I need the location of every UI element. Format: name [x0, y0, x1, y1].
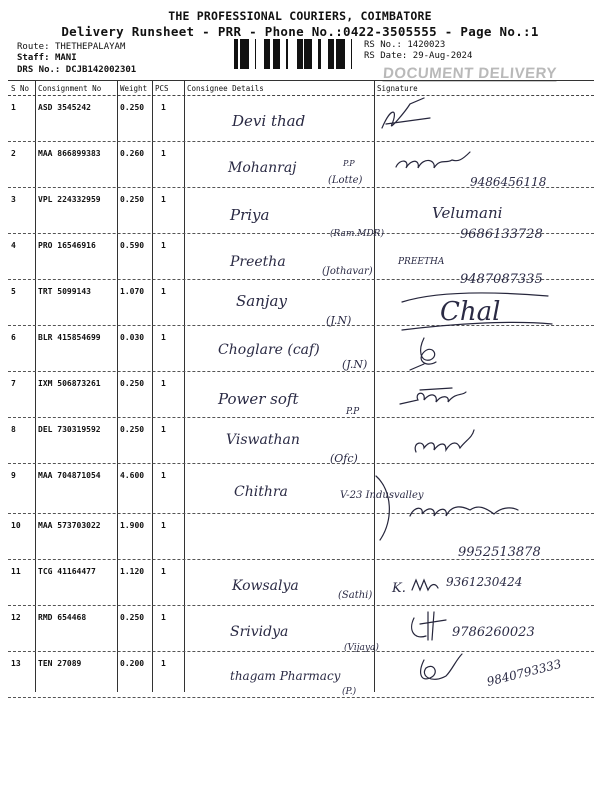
table-row: [8, 234, 594, 280]
rs-date-label: RS Date:: [364, 51, 408, 61]
barcode-bar: [279, 39, 280, 69]
cell-weight: 0.250: [120, 379, 145, 388]
cell-sno: 9: [11, 471, 16, 480]
phone-handwriting: 9952513878: [458, 545, 541, 560]
cell-weight: 0.250: [120, 103, 145, 112]
signature-handwriting: PREETHA: [398, 257, 445, 267]
phone-handwriting: 9486456118: [470, 175, 547, 189]
table-row: [8, 514, 594, 560]
table-row: [8, 652, 594, 698]
cell-sno: 8: [11, 425, 16, 434]
cell-pcs: 1: [161, 103, 166, 112]
barcode-bar: [267, 39, 268, 69]
barcode-bar: [309, 39, 310, 69]
cell-consignment-no: TRT 5099143: [38, 287, 91, 296]
route-line: [17, 42, 125, 52]
cell-pcs: 1: [161, 241, 166, 250]
rs-date-line: [364, 51, 472, 61]
barcode-bar: [273, 39, 274, 69]
col-header-consignee: Consignee Details: [187, 84, 264, 93]
consignee-note: (Lotte): [328, 175, 363, 186]
col-header-signature: Signature: [377, 84, 418, 93]
barcode-bar: [264, 39, 267, 69]
table-row: [8, 372, 594, 418]
cell-weight: 1.120: [120, 567, 145, 576]
consignee-note: (Jothavar): [322, 266, 373, 277]
barcode-bar: [298, 39, 300, 69]
cell-consignment-no: MAA 573703022: [38, 521, 101, 530]
consignee-note: P.P: [346, 407, 360, 417]
signature-handwriting: Chal: [440, 297, 501, 327]
consignee-note: (J.N): [342, 358, 368, 371]
cell-pcs: 1: [161, 379, 166, 388]
staff-value: MANI: [54, 53, 77, 63]
barcode-bar: [244, 39, 246, 69]
barcode-bar: [246, 39, 249, 69]
cell-consignment-no: BLR 415854699: [38, 333, 101, 342]
rs-date-value: 29-Aug-2024: [412, 51, 473, 61]
barcode-bar: [351, 39, 352, 69]
cell-sno: 13: [11, 659, 21, 668]
cell-weight: 4.600: [120, 471, 145, 480]
consignee-handwriting: Preetha: [230, 254, 286, 270]
cell-sno: 12: [11, 613, 21, 622]
cell-pcs: 1: [161, 471, 166, 480]
consignee-note: (Sathi): [338, 590, 373, 601]
rs-no-value: 1420023: [407, 40, 446, 50]
staff-label: Staff:: [17, 53, 50, 63]
barcode-bar: [318, 39, 321, 69]
consignee-handwriting: thagam Pharmacy: [230, 669, 341, 683]
consignee-handwriting: Chithra: [234, 484, 288, 500]
barcode-bar: [333, 39, 334, 69]
col-header-pcs: PCS: [155, 84, 169, 93]
cell-weight: 0.030: [120, 333, 145, 342]
table-row: [8, 560, 594, 606]
rs-no-label: RS No.:: [364, 40, 402, 50]
barcode-bar: [310, 39, 312, 69]
cell-pcs: 1: [161, 287, 166, 296]
cell-sno: 1: [11, 103, 16, 112]
phone-handwriting: 9361230424: [446, 575, 523, 589]
table-header-row: [8, 80, 594, 96]
drs-value: DCJB142002301: [65, 65, 137, 75]
cell-pcs: 1: [161, 149, 166, 158]
col-header-consignment: Consignment No: [38, 84, 102, 93]
consignee-note: (J.N): [326, 314, 352, 327]
consignee-note: P.P: [343, 159, 355, 168]
consignee-handwriting: Srividya: [230, 624, 289, 640]
cell-pcs: 1: [161, 613, 166, 622]
consignee-note: (Ofc): [330, 452, 358, 465]
barcode-bar: [342, 39, 345, 69]
consignee-note: (Vijaya): [344, 643, 379, 653]
table-row: [8, 280, 594, 326]
table-row: [8, 326, 594, 372]
cell-weight: 0.200: [120, 659, 145, 668]
phone-handwriting: 9487087335: [460, 272, 543, 287]
table-row: [8, 142, 594, 188]
col-header-weight: Weight: [120, 84, 148, 93]
barcode-bar: [340, 39, 342, 69]
route-label: Route:: [17, 42, 50, 52]
phone-handwriting: 9840793333: [485, 656, 563, 689]
consignee-handwriting: Sanjay: [236, 292, 287, 310]
cell-consignment-no: MAA 866899383: [38, 149, 101, 158]
barcode-bar: [276, 39, 279, 69]
consignee-handwriting: Viswathan: [226, 432, 300, 448]
consignee-handwriting: Power soft: [218, 390, 299, 408]
table-row: [8, 188, 594, 234]
cell-weight: 0.250: [120, 195, 145, 204]
consignee-note: (P.): [342, 687, 357, 697]
cell-pcs: 1: [161, 195, 166, 204]
barcode-image: [234, 39, 354, 69]
cell-consignment-no: TCG 41164477: [38, 567, 96, 576]
table-row: [8, 96, 594, 142]
signature-handwriting: Velumani: [432, 204, 503, 222]
cell-pcs: 1: [161, 659, 166, 668]
consignee-handwriting: Kowsalya: [232, 578, 299, 594]
document-subtitle: Delivery Runsheet - PRR - Phone No.:0422-3505555 - Page No.:1: [61, 24, 539, 39]
cell-weight: 0.590: [120, 241, 145, 250]
cell-consignment-no: TEN 27089: [38, 659, 82, 668]
cell-sno: 3: [11, 195, 16, 204]
barcode-bar: [300, 39, 303, 69]
route-value: THETHEPALAYAM: [54, 42, 126, 52]
barcode-bar: [255, 39, 256, 69]
phone-handwriting: 9786260023: [452, 625, 535, 640]
table-row: [8, 606, 594, 652]
barcode-bar: [274, 39, 276, 69]
document-title: THE PROFESSIONAL COURIERS, COIMBATORE: [168, 9, 432, 23]
cell-consignment-no: VPL 224332959: [38, 195, 101, 204]
barcode-bar: [234, 39, 237, 69]
barcode-bar: [306, 39, 309, 69]
cell-pcs: 1: [161, 333, 166, 342]
barcode-bar: [330, 39, 333, 69]
cell-pcs: 1: [161, 425, 166, 434]
cell-consignment-no: PRO 16546916: [38, 241, 96, 250]
document-delivery-stamp: DOCUMENT DELIVERY: [382, 65, 558, 82]
consignee-handwriting: Priya: [230, 206, 270, 224]
rs-no-line: [364, 40, 445, 50]
cell-sno: 11: [11, 567, 21, 576]
cell-sno: 2: [11, 149, 16, 158]
cell-consignment-no: DEL 730319592: [38, 425, 101, 434]
barcode-bar: [237, 39, 238, 69]
barcode-bar: [304, 39, 306, 69]
barcode-bar: [339, 39, 340, 69]
cell-consignment-no: IXM 506873261: [38, 379, 101, 388]
barcode-bar: [297, 39, 298, 69]
cell-weight: 0.260: [120, 149, 145, 158]
runsheet-table: [8, 80, 594, 692]
table-row: [8, 418, 594, 464]
barcode-bar: [240, 39, 243, 69]
cell-pcs: 1: [161, 521, 166, 530]
consignee-note: V-23 Indusvalley: [340, 490, 424, 501]
cell-weight: 1.900: [120, 521, 145, 530]
table-row: [8, 464, 594, 514]
cell-sno: 5: [11, 287, 16, 296]
consignee-handwriting: Choglare (caf): [218, 342, 320, 358]
barcode-bar: [243, 39, 244, 69]
cell-weight: 0.250: [120, 425, 145, 434]
drs-label: DRS No.:: [17, 65, 61, 75]
barcode-bar: [286, 39, 288, 69]
consignee-handwriting: Mohanraj: [228, 160, 297, 176]
col-header-sno: S No: [11, 84, 30, 93]
cell-weight: 0.250: [120, 613, 145, 622]
barcode-bar: [336, 39, 339, 69]
cell-consignment-no: MAA 704871054: [38, 471, 101, 480]
cell-consignment-no: ASD 3545242: [38, 103, 91, 112]
cell-sno: 4: [11, 241, 16, 250]
cell-sno: 10: [11, 521, 21, 530]
cell-sno: 7: [11, 379, 16, 388]
cell-pcs: 1: [161, 567, 166, 576]
barcode-bar: [328, 39, 330, 69]
cell-weight: 1.070: [120, 287, 145, 296]
staff-line: [17, 53, 77, 63]
signature-handwriting: K.: [392, 581, 406, 596]
consignee-handwriting: Devi thad: [232, 112, 306, 130]
barcode-bar: [268, 39, 270, 69]
phone-handwriting: 9686133728: [460, 227, 543, 242]
cell-consignment-no: RMD 654468: [38, 613, 87, 622]
drs-line: [17, 65, 136, 75]
consignee-note: (Ram.MDR): [330, 229, 384, 239]
cell-sno: 6: [11, 333, 16, 342]
